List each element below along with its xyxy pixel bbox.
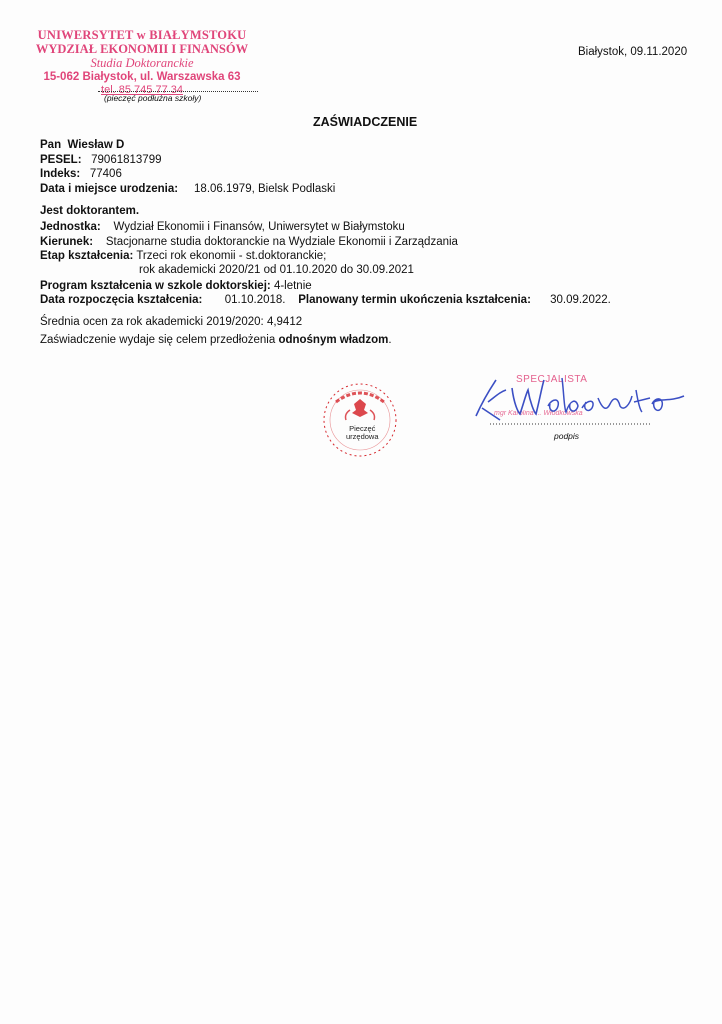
dates-row — [40, 294, 611, 306]
program-row — [40, 280, 312, 292]
salutation: Pan — [40, 139, 62, 151]
pesel-value: 79061813799 — [91, 154, 162, 166]
birth-value: 18.06.1979, Bielsk Podlaski — [194, 183, 336, 195]
document-title: ZAŚWIADCZENIE — [313, 115, 418, 129]
purpose-suffix: . — [388, 334, 392, 346]
signature-area — [470, 368, 700, 441]
pesel-row — [40, 154, 162, 166]
seal-line1: Pieczęć — [349, 424, 376, 433]
unit-label: Jednostka: — [40, 221, 101, 233]
status-text: Jest doktorantem. — [40, 205, 140, 217]
pesel-label: PESEL: — [40, 154, 82, 166]
direction-label: Kierunek: — [40, 236, 94, 248]
average-text: Średnia ocen za rok akademicki 2019/2020: 4,9412 — [40, 316, 303, 328]
signature-caption: podpis — [554, 431, 580, 441]
end-value: 30.09.2022. — [550, 294, 611, 306]
signature-stamp-title: SPECJALISTA — [516, 374, 588, 385]
seal-line2: urzędowa — [346, 432, 379, 441]
stamp-line-university: UNIWERSYTET w BIAŁYMSTOKU — [37, 28, 247, 42]
place-date: Białystok, 09.11.2020 — [578, 46, 688, 58]
stamp-line-faculty: WYDZIAŁ EKONOMII I FINANSÓW — [35, 42, 249, 56]
person-name-row — [40, 139, 124, 151]
seal-text — [346, 425, 379, 441]
program-label: Program kształcenia w szkole doktorskiej: — [40, 280, 271, 292]
stamp-caption: (pieczęć podłużna szkoły) — [104, 93, 202, 103]
stamp-line-studies: Studia Doktoranckie — [90, 56, 194, 70]
stamp-dotted-line — [98, 91, 258, 92]
university-stamp — [30, 28, 254, 96]
purpose-text — [40, 334, 392, 346]
official-seal — [320, 380, 400, 460]
person-name: Wiesław D — [67, 139, 125, 151]
birth-label: Data i miejsce urodzenia: — [40, 183, 179, 195]
purpose-prefix: Zaświadczenie wydaje się celem przedłożenia — [40, 334, 279, 346]
stage-value-line1: Trzeci rok ekonomii - st.doktoranckie; — [136, 250, 327, 262]
stage-label: Etap kształcenia: — [40, 250, 134, 262]
birth-row — [40, 183, 335, 195]
unit-value: Wydział Ekonomii i Finansów, Uniwersytet w Białymstoku — [113, 221, 405, 233]
start-value: 01.10.2018. — [224, 294, 286, 306]
direction-row — [40, 236, 458, 248]
stamp-line-address: 15-062 Białystok, ul. Warszawska 63 — [43, 71, 241, 83]
index-label: Indeks: — [40, 168, 81, 180]
program-value: 4-letnie — [273, 280, 312, 292]
stage-row — [40, 250, 326, 262]
start-label: Data rozpoczęcia kształcenia: — [40, 294, 203, 306]
direction-value: Stacjonarne studia doktoranckie na Wydziale Ekonomii i Zarządzania — [105, 236, 458, 248]
purpose-bold: odnośnym władzom — [278, 334, 389, 346]
index-row — [40, 168, 122, 180]
end-label: Planowany termin ukończenia kształcenia: — [298, 294, 531, 306]
signature-stamp-name: mgr Karolina ... Włodkowska — [494, 410, 583, 417]
handwritten-signature-icon — [470, 368, 700, 428]
index-value: 77406 — [89, 168, 122, 180]
unit-row — [40, 221, 405, 233]
stamp-line-phone: tel. 85 745 77 34 — [101, 84, 183, 96]
stage-value-line2: rok akademicki 2020/21 od 01.10.2020 do 30.09.2021 — [139, 264, 414, 276]
seal-emblem-icon — [320, 380, 400, 460]
